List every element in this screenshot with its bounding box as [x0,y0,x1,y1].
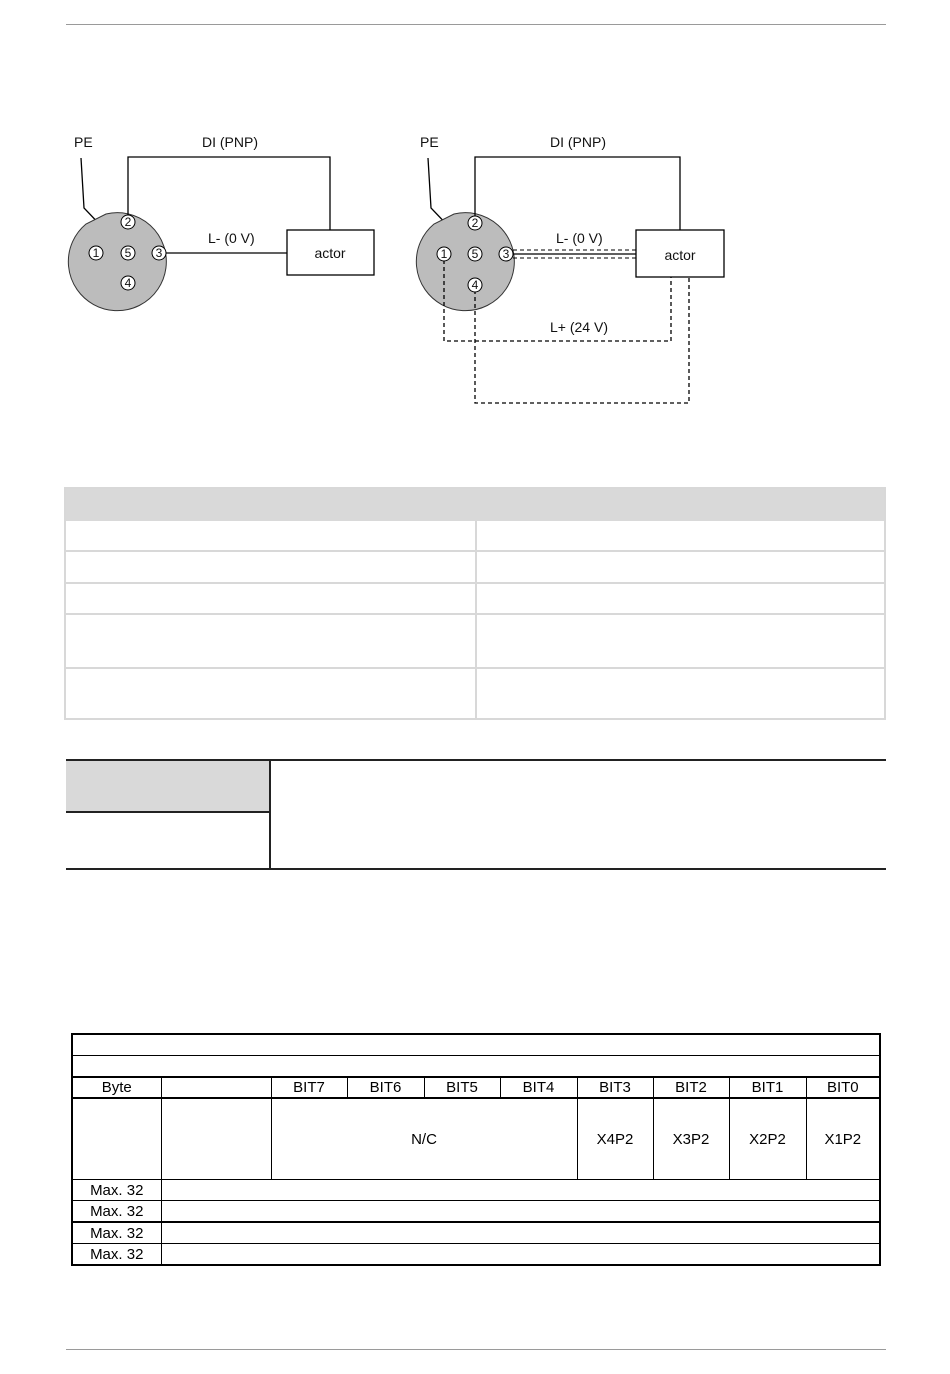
pin4-return-wire-right [475,277,689,403]
spec-table [64,487,886,720]
header-bit4: BIT4 [500,1077,577,1098]
pin-5-left [121,246,135,260]
svg-text:1: 1 [440,247,448,261]
pin-4-left [121,276,135,290]
header-bit5: BIT5 [424,1077,500,1098]
di-wire-right [475,157,680,230]
di-label-left: DI (PNP) [202,134,258,150]
svg-text:2: 2 [471,216,479,230]
pe-label-right: PE [420,134,439,150]
pin-2-right [468,216,482,230]
connector-body-right [416,213,514,311]
table-header-row [72,1077,880,1098]
header-bit2: BIT2 [653,1077,729,1098]
svg-text:3: 3 [502,247,510,261]
table-row [72,1180,880,1201]
table-blank-row [72,1056,880,1078]
spec-table-row [66,613,884,615]
header-bit7: BIT7 [271,1077,347,1098]
pe-label-left: PE [74,134,93,150]
max-empty-cell [161,1201,880,1223]
svg-text:4: 4 [471,278,479,292]
spec-table-row [66,582,884,584]
svg-text:1: 1 [92,246,100,260]
table-blank-row [72,1034,880,1056]
diagram-right [416,134,724,403]
max-cell: Max. 32 [72,1201,161,1223]
note-box-separator [66,811,269,813]
l-plus-label-right: L+ (24 V) [550,319,608,335]
connector-body-left [68,213,166,311]
bit-mapping-table [71,1033,881,1266]
table-row [72,1244,880,1266]
pin-2-left [121,215,135,229]
data-empty-cell [161,1098,271,1180]
actor-label-left: actor [314,245,346,261]
bit0-cell: X1P2 [806,1098,880,1180]
pin-4-right [468,278,482,292]
max-cell: Max. 32 [72,1180,161,1201]
data-byte-cell [72,1098,161,1180]
pin-3-left [152,246,166,260]
wiring-diagram [0,0,950,420]
pin-5-right [468,247,482,261]
nc-cell: N/C [271,1098,577,1180]
note-box-header [66,761,269,811]
max-cell: Max. 32 [72,1222,161,1244]
header-bit1: BIT1 [729,1077,806,1098]
header-bit3: BIT3 [577,1077,653,1098]
di-wire-left [128,157,330,230]
header-bit0: BIT0 [806,1077,880,1098]
pin-1-right [437,247,451,261]
table-data-row [72,1098,880,1180]
max-cell: Max. 32 [72,1244,161,1266]
max-empty-cell [161,1180,880,1201]
svg-text:5: 5 [471,247,479,261]
table-row [72,1201,880,1223]
bit2-cell: X3P2 [653,1098,729,1180]
header-byte: Byte [72,1077,161,1098]
diagram-left [68,134,374,311]
footer-rule [66,1349,886,1350]
pin-1-left [89,246,103,260]
svg-text:2: 2 [124,215,132,229]
svg-text:4: 4 [124,276,132,290]
spec-table-row [66,550,884,552]
header-empty [161,1077,271,1098]
spec-table-row [66,667,884,669]
di-label-right: DI (PNP) [550,134,606,150]
actor-label-right: actor [664,247,696,263]
spec-table-header [66,489,884,521]
bit1-cell: X2P2 [729,1098,806,1180]
table-row [72,1222,880,1244]
max-empty-cell [161,1244,880,1266]
header-bit6: BIT6 [347,1077,424,1098]
l-minus-label-left: L- (0 V) [208,230,255,246]
max-empty-cell [161,1222,880,1244]
pin-3-right [499,247,513,261]
svg-text:5: 5 [124,246,132,260]
note-box [66,759,886,870]
bit3-cell: X4P2 [577,1098,653,1180]
note-box-divider [269,761,271,868]
l-minus-label-right: L- (0 V) [556,230,603,246]
svg-text:3: 3 [155,246,163,260]
